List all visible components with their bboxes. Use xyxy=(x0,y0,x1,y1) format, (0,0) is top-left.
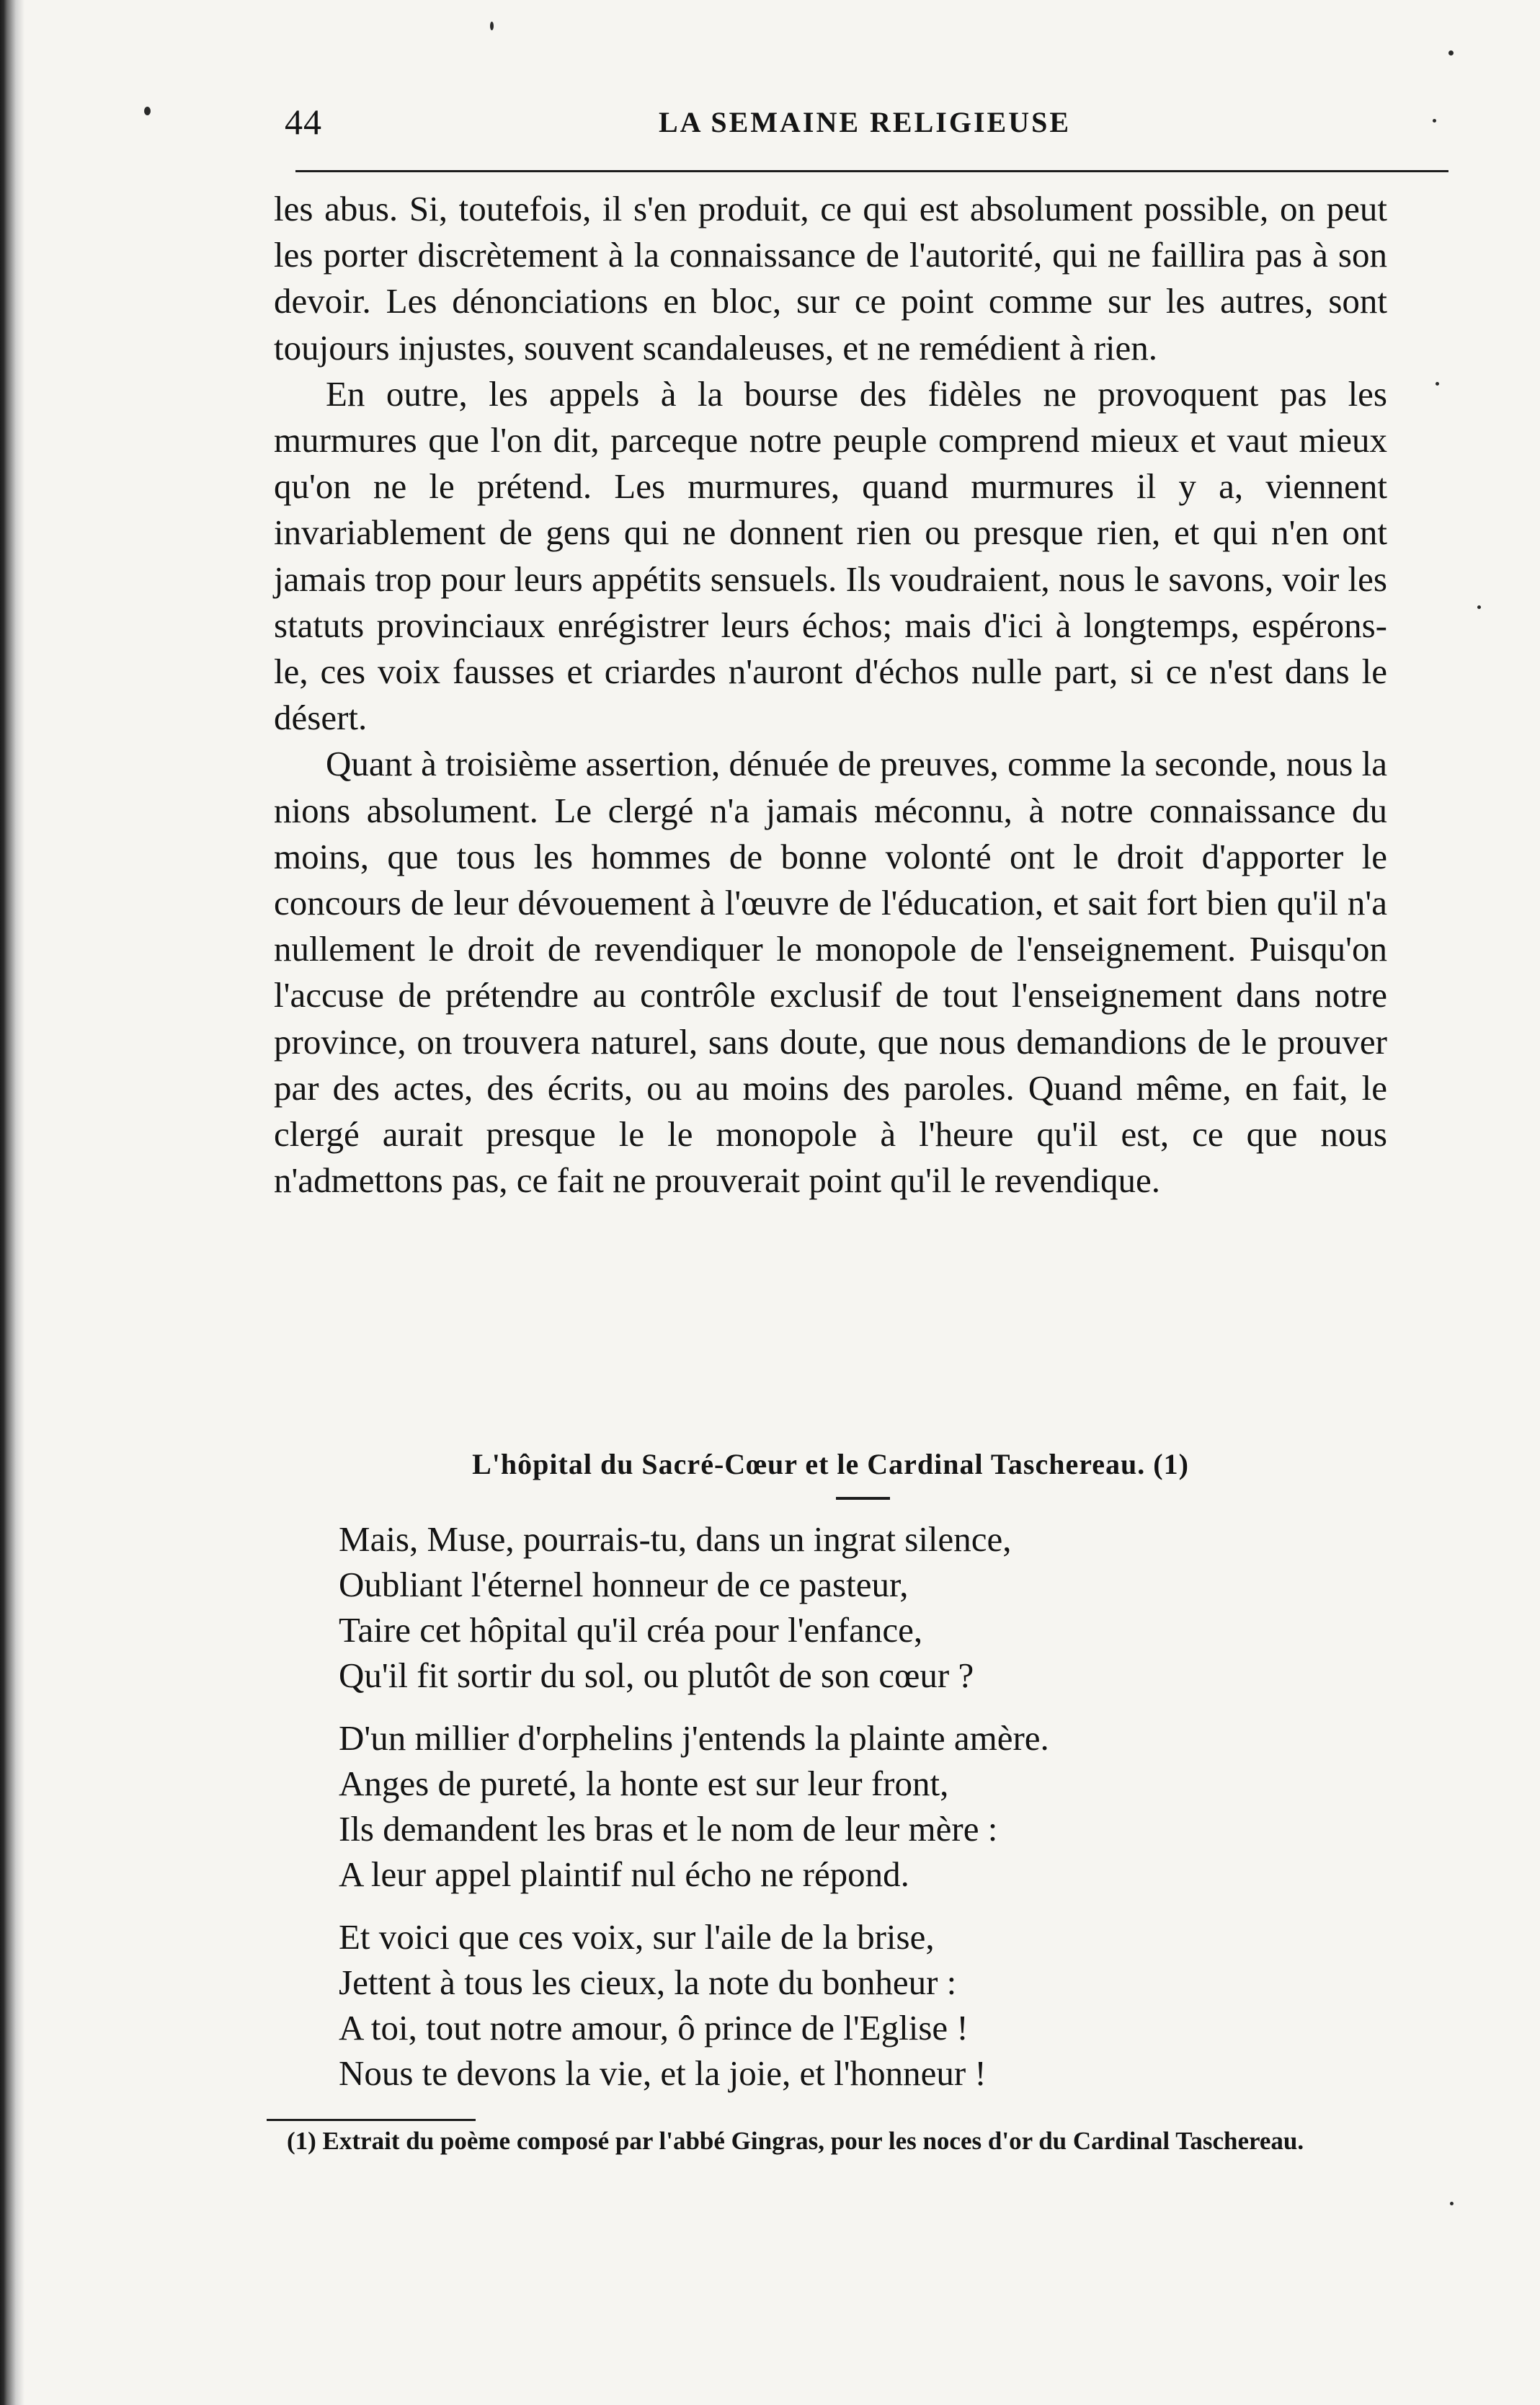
page-header xyxy=(285,101,1445,166)
paragraph: Quant à troisième assertion, dénuée de preuves, comme la seconde, nous la nions absolument. Le clergé n'a jamais méconnu, à notre connaissance du moins, que tous les hommes de bonne volonté ont le droit d'apporter le concours de leur dévouement à l'œuvre de l'éducation, et sait fort bien qu'il n'a nullement le droit de revendiquer le monopole de l'enseignement. Puisqu'on l'accuse de prétendre au contrôle exclusif de tout l'enseignement dans notre province, on trouvera naturel, sans doute, que nous demandions de le prouver par des actes, des écrits, ou au moins des paroles. Quand même, en fait, le clergé aurait presque le le monopole à l'heure qu'il est, ce que nous n'admettons pas, ce fait ne prouverait point qu'il le revendique. xyxy=(274,744,1387,1201)
poem-line: D'un millier d'orphelins j'entends la plainte amère. xyxy=(339,1718,1049,1758)
footnote-rule xyxy=(267,2119,476,2121)
scan-speck xyxy=(1477,605,1481,609)
body-text xyxy=(274,186,1387,1204)
title-dash xyxy=(836,1497,890,1500)
paragraph: les abus. Si, toutefois, il s'en produit, ce qui est absolument possible, on peut les porter discrètement à la connaissance de l'autorité, qui ne faillira pas à son devoir. Les dénonciations en bloc, sur ce point comme sur les autres, sont toujours injustes, souvent scandaleuses, et ne remédient à rien. xyxy=(274,189,1387,368)
paragraph: En outre, les appels à la bourse des fidèles ne provoquent pas les murmures que l'on dit, parceque notre peuple comprend mieux et vaut mieux qu'on ne le prétend. Les murmures, quand murmures il y a, viennent invariablement de gens qui ne donnent rien ou presque rien, et qui n'en ont jamais trop pour leurs appétits sensuels. Ils voudraient, nous le savons, voir les statuts provinciaux enrégistrer leurs échos; mais d'ici à longtemps, espérons-le, ces voix fausses et criardes n'auront d'échos nulle part, si ce n'est dans le désert. xyxy=(274,373,1387,738)
page-number: 44 xyxy=(285,102,322,142)
scan-speck xyxy=(1436,382,1439,386)
stanza xyxy=(339,1715,1348,1897)
poem-line: Mais, Muse, pourrais-tu, dans un ingrat silence, xyxy=(339,1519,1012,1559)
scan-binding-edge xyxy=(0,0,25,2405)
scan-speck xyxy=(144,107,151,115)
poem xyxy=(339,1516,1348,2113)
scan-speck xyxy=(1433,119,1436,123)
poem-line: Nous te devons la vie, et la joie, et l'honneur ! xyxy=(339,2053,987,2093)
stanza xyxy=(339,1516,1348,1698)
poem-line: Ils demandent les bras et le nom de leur mère : xyxy=(339,1809,998,1849)
footnote: (1) Extrait du poème composé par l'abbé Gingras, pour les noces d'or du Cardinal Taschereau. xyxy=(287,2127,1304,2155)
scan-speck xyxy=(490,22,494,30)
scan-speck xyxy=(1448,50,1454,55)
poem-line: Taire cet hôpital qu'il créa pour l'enfance, xyxy=(339,1610,923,1650)
poem-title: L'hôpital du Sacré-Cœur et le Cardinal Taschereau. (1) xyxy=(472,1448,1189,1480)
scan-speck xyxy=(1450,2202,1454,2205)
header-rule xyxy=(295,170,1448,172)
poem-line: Qu'il fit sortir du sol, ou plutôt de son cœur ? xyxy=(339,1655,974,1695)
poem-line: A leur appel plaintif nul écho ne répond. xyxy=(339,1854,909,1894)
poem-line: Jettent à tous les cieux, la note du bonheur : xyxy=(339,1962,957,2002)
poem-line: Oubliant l'éternel honneur de ce pasteur, xyxy=(339,1565,909,1604)
poem-line: Anges de pureté, la honte est sur leur front, xyxy=(339,1764,949,1803)
running-title: LA SEMAINE RELIGIEUSE xyxy=(658,106,1072,138)
stanza xyxy=(339,1914,1348,2096)
poem-line: A toi, tout notre amour, ô prince de l'Eglise ! xyxy=(339,2008,969,2048)
poem-line: Et voici que ces voix, sur l'aile de la brise, xyxy=(339,1917,935,1957)
